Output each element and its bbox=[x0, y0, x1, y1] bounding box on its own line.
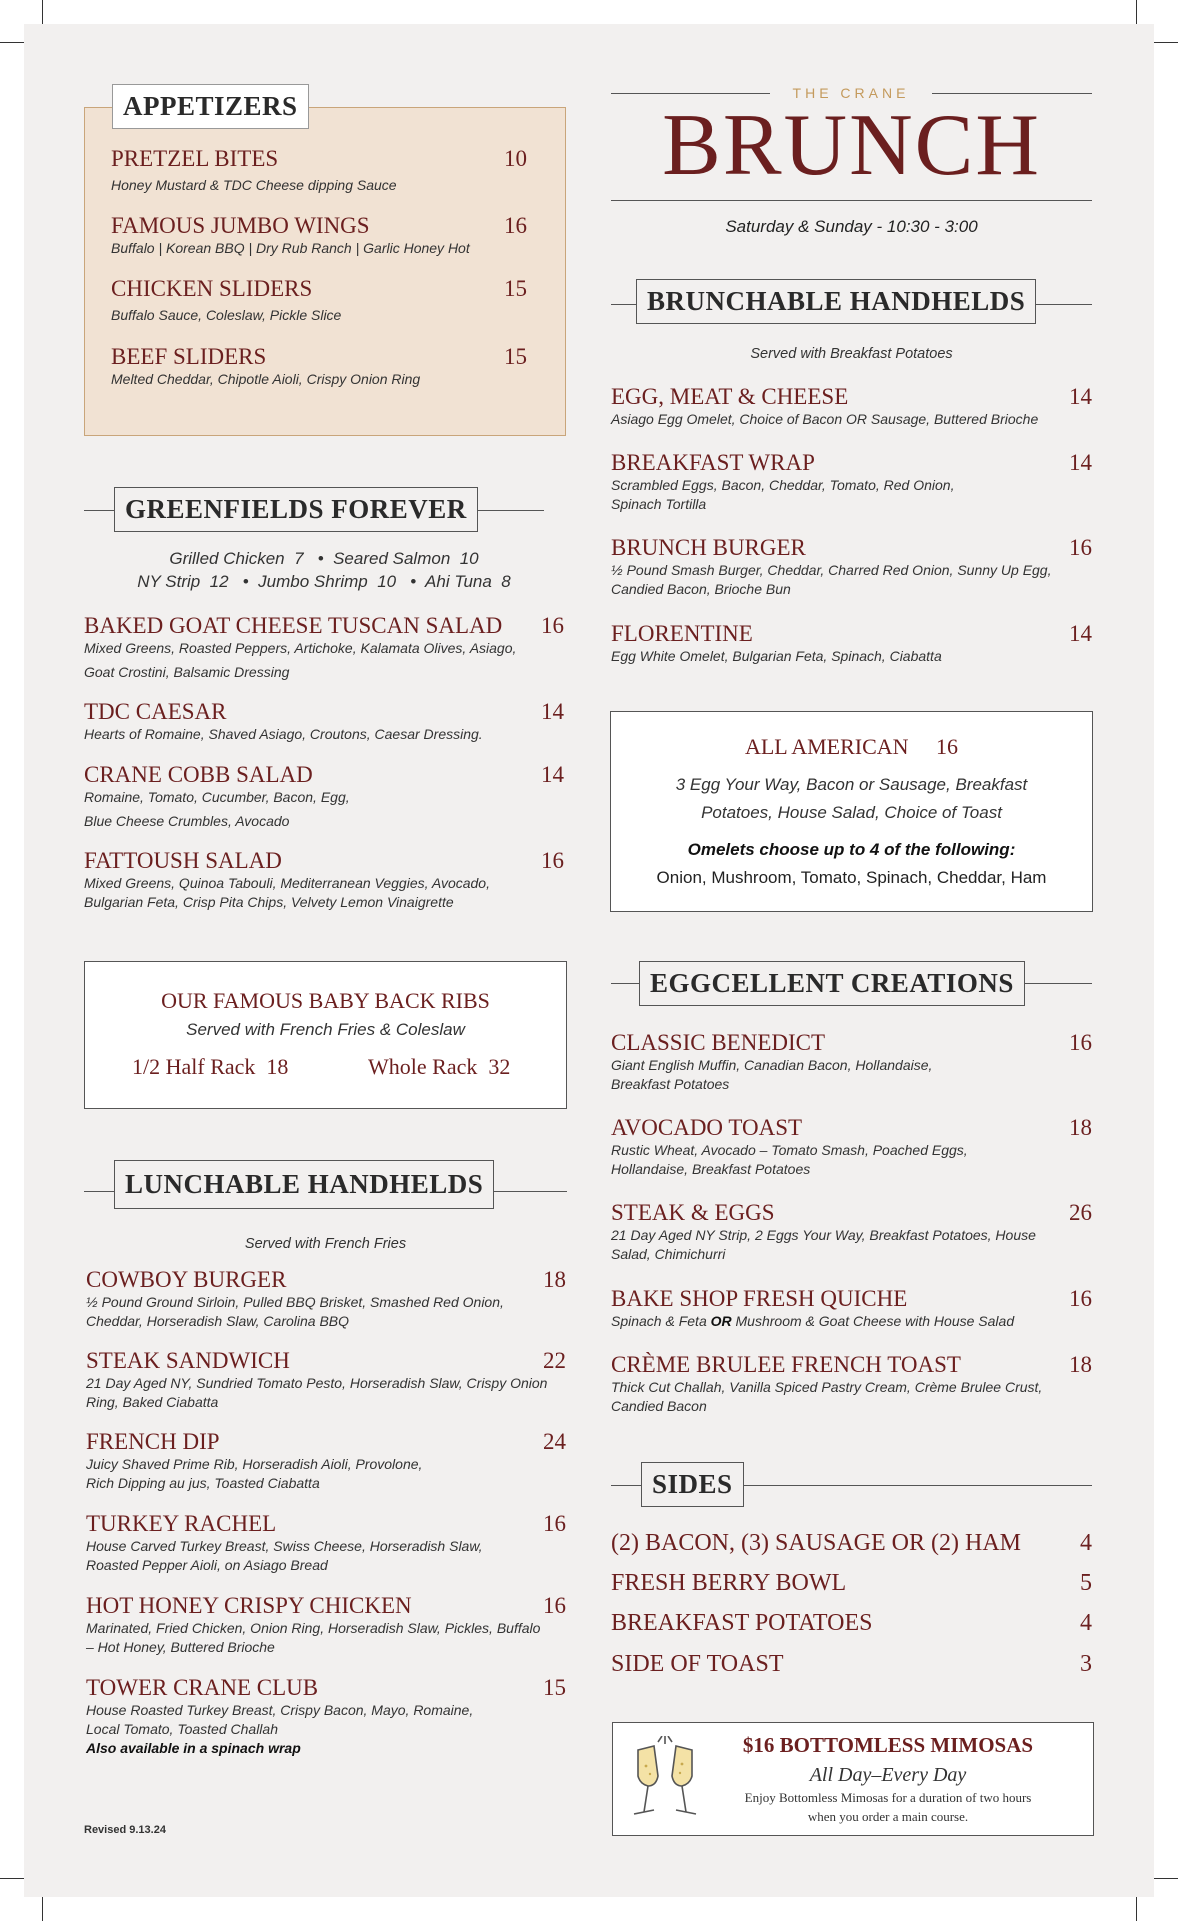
item-price: 16 bbox=[541, 613, 564, 638]
sides-title: SIDES bbox=[641, 1462, 744, 1507]
item-desc: Ring, Baked Ciabatta bbox=[86, 1394, 219, 1410]
header-rule-left bbox=[611, 93, 770, 94]
item-name: BRUNCH BURGER bbox=[611, 535, 806, 560]
item-name: EGG, MEAT & CHEESE bbox=[611, 384, 849, 409]
item-price: 18 bbox=[1069, 1115, 1092, 1140]
item-price: 14 bbox=[541, 699, 564, 724]
item-desc: – Hot Honey, Buttered Brioche bbox=[86, 1639, 275, 1655]
item-desc: 21 Day Aged NY, Sundried Tomato Pesto, Horseradish Slaw, Crispy Onion bbox=[86, 1375, 548, 1391]
item-desc: Spinach Tortilla bbox=[611, 496, 707, 512]
lunchable-title: LUNCHABLE HANDHELDS bbox=[114, 1160, 494, 1209]
item-price: 3 bbox=[1080, 1651, 1092, 1677]
item-desc: Hearts of Romaine, Shaved Asiago, Croutons, Caesar Dressing. bbox=[84, 726, 483, 742]
item-price: 26 bbox=[1069, 1200, 1092, 1225]
item-price: 4 bbox=[1080, 1530, 1092, 1556]
item-desc: ½ Pound Ground Sirloin, Pulled BBQ Brisket, Smashed Red Onion, bbox=[86, 1294, 504, 1310]
ribs-subtitle: Served with French Fries & Coleslaw bbox=[186, 1020, 465, 1039]
egg-item bbox=[611, 1030, 1092, 1094]
item-desc: Candied Bacon bbox=[611, 1398, 707, 1414]
item-name: BAKED GOAT CHEESE TUSCAN SALAD bbox=[84, 613, 503, 638]
item-desc: Mixed Greens, Quinoa Tabouli, Mediterranean Veggies, Avocado, bbox=[84, 875, 490, 891]
item-desc: Romaine, Tomato, Cucumber, Bacon, Egg, bbox=[84, 789, 350, 805]
crop-mark bbox=[1152, 1878, 1178, 1879]
item-name: BREAKFAST WRAP bbox=[611, 450, 815, 475]
item-price: 10 bbox=[504, 146, 527, 171]
item-name: FLORENTINE bbox=[611, 621, 753, 646]
lunch-item bbox=[86, 1348, 566, 1412]
side-item bbox=[611, 1610, 1092, 1636]
item-price: 22 bbox=[543, 1348, 566, 1373]
item-name: TURKEY RACHEL bbox=[86, 1511, 277, 1536]
item-desc: Scrambled Eggs, Bacon, Cheddar, Tomato, Red Onion, bbox=[611, 477, 955, 493]
item-name: STEAK SANDWICH bbox=[86, 1348, 290, 1373]
item-name: CRÈME BRULEE FRENCH TOAST bbox=[611, 1352, 961, 1377]
item-desc: ½ Pound Smash Burger, Cheddar, Charred Red Onion, Sunny Up Egg, bbox=[611, 562, 1052, 578]
crop-mark bbox=[1136, 1895, 1137, 1921]
mimosas-subtitle: All Day–Every Day bbox=[809, 1764, 967, 1786]
greenfields-addons-2: NY Strip 12 • Jumbo Shrimp 10 • Ahi Tuna 8 bbox=[137, 572, 511, 591]
item-price: 15 bbox=[504, 344, 527, 369]
item-desc: Cheddar, Horseradish Slaw, Carolina BBQ bbox=[86, 1313, 350, 1329]
appetizer-item bbox=[111, 213, 527, 258]
item-desc: Asiago Egg Omelet, Choice of Bacon OR Sausage, Buttered Brioche bbox=[611, 411, 1039, 427]
item-price: 14 bbox=[541, 762, 564, 787]
item-price: 18 bbox=[543, 1267, 566, 1292]
brunchable-title: BRUNCHABLE HANDHELDS bbox=[636, 279, 1036, 324]
side-item bbox=[611, 1570, 1092, 1596]
item-name: CLASSIC BENEDICT bbox=[611, 1030, 826, 1055]
side-item bbox=[611, 1651, 1092, 1677]
crop-mark bbox=[0, 1878, 26, 1879]
mimosas-line1: Enjoy Bottomless Mimosas for a duration of two hours bbox=[744, 1790, 1032, 1805]
item-desc: House Roasted Turkey Breast, Crispy Bacon, Mayo, Romaine, bbox=[86, 1702, 474, 1718]
egg-item bbox=[611, 1200, 1092, 1264]
egg-item bbox=[611, 1115, 1092, 1179]
item-price: 16 bbox=[504, 213, 527, 238]
item-price: 4 bbox=[1080, 1610, 1092, 1636]
item-desc: Candied Bacon, Brioche Bun bbox=[611, 581, 791, 597]
item-name: AVOCADO TOAST bbox=[611, 1115, 803, 1140]
brunch-title: BRUNCH bbox=[662, 97, 1041, 194]
brunch-item bbox=[611, 535, 1092, 599]
item-name: STEAK & EGGS bbox=[611, 1200, 775, 1225]
lunch-item bbox=[86, 1267, 566, 1331]
item-name: TOWER CRANE CLUB bbox=[86, 1675, 319, 1700]
item-name: COWBOY BURGER bbox=[86, 1267, 287, 1292]
item-name: PRETZEL BITES bbox=[111, 146, 279, 171]
item-price: 16 bbox=[1069, 535, 1092, 560]
crop-mark bbox=[0, 42, 26, 43]
item-price: 5 bbox=[1080, 1570, 1092, 1596]
eggcellent-title: EGGCELLENT CREATIONS bbox=[639, 961, 1025, 1006]
quiche-option-b: Mushroom & Goat Cheese with House Salad bbox=[731, 1313, 1015, 1329]
item-desc: Bulgarian Feta, Crisp Pita Chips, Velvety Lemon Vinaigrette bbox=[84, 894, 454, 910]
brunch-item bbox=[611, 384, 1092, 429]
appetizers-title: APPETIZERS bbox=[112, 84, 309, 129]
egg-item bbox=[611, 1286, 1092, 1331]
item-desc: 21 Day Aged NY Strip, 2 Eggs Your Way, Breakfast Potatoes, House bbox=[611, 1227, 1036, 1243]
item-name: SIDE OF TOAST bbox=[611, 1651, 784, 1677]
item-name: TDC CAESAR bbox=[84, 699, 227, 724]
item-price: 16 bbox=[1069, 1030, 1092, 1055]
item-price: 14 bbox=[1069, 384, 1092, 409]
brunchable-note: Served with Breakfast Potatoes bbox=[750, 346, 953, 362]
item-desc: Giant English Muffin, Canadian Bacon, Hollandaise, bbox=[611, 1057, 933, 1073]
greenfields-addons-1: Grilled Chicken 7 • Seared Salmon 10 bbox=[169, 549, 479, 568]
lunch-item bbox=[86, 1511, 566, 1575]
ribs-half-rack: 1/2 Half Rack 18 bbox=[132, 1054, 289, 1079]
item-price: 16 bbox=[541, 848, 564, 873]
item-desc: Rich Dipping au jus, Toasted Ciabatta bbox=[86, 1475, 320, 1491]
item-desc: Buffalo | Korean BBQ | Dry Rub Ranch | Garlic Honey Hot bbox=[111, 240, 470, 256]
item-price: 14 bbox=[1069, 621, 1092, 646]
item-name: FRENCH DIP bbox=[86, 1429, 220, 1454]
salad-item bbox=[84, 613, 564, 682]
appetizer-item bbox=[111, 276, 527, 325]
egg-item bbox=[611, 1352, 1092, 1416]
crop-mark bbox=[42, 0, 43, 26]
item-desc: Local Tomato, Toasted Challah bbox=[86, 1721, 278, 1737]
item-desc: Marinated, Fried Chicken, Onion Ring, Horseradish Slaw, Pickles, Buffalo bbox=[86, 1620, 541, 1636]
item-price: 14 bbox=[1069, 450, 1092, 475]
all-american-line1: 3 Egg Your Way, Bacon or Sausage, Breakfast bbox=[675, 775, 1028, 794]
side-item bbox=[611, 1530, 1092, 1556]
item-price: 15 bbox=[504, 276, 527, 301]
item-price: 16 bbox=[543, 1511, 566, 1536]
crop-mark bbox=[42, 1895, 43, 1921]
revised-date: Revised 9.13.24 bbox=[84, 1824, 166, 1836]
mimosas-title: $16 BOTTOMLESS MIMOSAS bbox=[742, 1733, 1034, 1757]
item-desc bbox=[611, 1312, 1092, 1331]
champagne-glasses-icon bbox=[628, 1736, 702, 1822]
omelet-options: Onion, Mushroom, Tomato, Spinach, Cheddar, Ham bbox=[656, 868, 1047, 887]
item-desc: Melted Cheddar, Chipotle Aioli, Crispy Onion Ring bbox=[111, 371, 421, 387]
item-name: (2) BACON, (3) SAUSAGE OR (2) HAM bbox=[611, 1530, 1021, 1556]
brunch-hours: Saturday & Sunday - 10:30 - 3:00 bbox=[725, 217, 978, 236]
item-desc: Roasted Pepper Aioli, on Asiago Bread bbox=[86, 1557, 328, 1573]
item-price: 16 bbox=[1069, 1286, 1092, 1311]
lunch-item bbox=[86, 1593, 566, 1657]
item-name: FATTOUSH SALAD bbox=[84, 848, 282, 873]
item-name: HOT HONEY CRISPY CHICKEN bbox=[86, 1593, 412, 1618]
quiche-or: OR bbox=[710, 1313, 732, 1329]
item-desc: Salad, Chimichurri bbox=[611, 1246, 726, 1262]
item-price: 18 bbox=[1069, 1352, 1092, 1377]
brunch-item bbox=[611, 621, 1092, 666]
item-desc: Thick Cut Challah, Vanilla Spiced Pastry Cream, Crème Brulee Crust, bbox=[611, 1379, 1043, 1395]
greenfields-title: GREENFIELDS FOREVER bbox=[114, 487, 478, 532]
item-extra-note: Also available in a spinach wrap bbox=[86, 1740, 301, 1756]
item-name: BAKE SHOP FRESH QUICHE bbox=[611, 1286, 908, 1311]
crop-mark bbox=[1152, 42, 1178, 43]
all-american-price: 16 bbox=[936, 734, 959, 759]
appetizer-item bbox=[111, 146, 527, 195]
item-desc: Breakfast Potatoes bbox=[611, 1076, 730, 1092]
item-desc: House Carved Turkey Breast, Swiss Cheese, Horseradish Slaw, bbox=[86, 1538, 483, 1554]
brunch-item bbox=[611, 450, 1092, 514]
item-desc: Goat Crostini, Balsamic Dressing bbox=[84, 664, 290, 680]
item-price: 24 bbox=[543, 1429, 566, 1454]
crop-mark bbox=[1136, 0, 1137, 26]
item-desc: Blue Cheese Crumbles, Avocado bbox=[84, 813, 290, 829]
salad-item bbox=[84, 762, 564, 831]
header-rule-right bbox=[932, 93, 1092, 94]
ribs-title: OUR FAMOUS BABY BACK RIBS bbox=[161, 988, 490, 1013]
lunch-item bbox=[86, 1429, 566, 1493]
quiche-option-a: Spinach & Feta bbox=[611, 1313, 711, 1329]
item-desc: Buffalo Sauce, Coleslaw, Pickle Slice bbox=[111, 307, 342, 323]
item-desc: Hollandaise, Breakfast Potatoes bbox=[611, 1161, 811, 1177]
item-desc: Rustic Wheat, Avocado – Tomato Smash, Poached Eggs, bbox=[611, 1142, 968, 1158]
header-kicker: THE CRANE bbox=[792, 85, 910, 101]
salad-item bbox=[84, 848, 564, 912]
header-rule-bottom bbox=[611, 200, 1092, 201]
item-name: CRANE COBB SALAD bbox=[84, 762, 313, 787]
item-price: 15 bbox=[543, 1675, 566, 1700]
lunch-item bbox=[86, 1675, 566, 1758]
item-price: 16 bbox=[543, 1593, 566, 1618]
item-name: BEEF SLIDERS bbox=[111, 344, 267, 369]
item-name: FAMOUS JUMBO WINGS bbox=[111, 213, 370, 238]
item-desc: Juicy Shaved Prime Rib, Horseradish Aioli, Provolone, bbox=[86, 1456, 423, 1472]
item-name: CHICKEN SLIDERS bbox=[111, 276, 313, 301]
all-american-heading bbox=[610, 734, 1093, 760]
item-name: FRESH BERRY BOWL bbox=[611, 1570, 847, 1596]
salad-item bbox=[84, 699, 564, 744]
item-desc: Egg White Omelet, Bulgarian Feta, Spinach, Ciabatta bbox=[611, 648, 942, 664]
mimosas-line2: when you order a main course. bbox=[807, 1809, 969, 1824]
ribs-whole-rack: Whole Rack 32 bbox=[368, 1054, 511, 1079]
item-desc: Mixed Greens, Roasted Peppers, Artichoke, Kalamata Olives, Asiago, bbox=[84, 640, 517, 656]
omelet-title: Omelets choose up to 4 of the following: bbox=[687, 840, 1016, 859]
item-name: BREAKFAST POTATOES bbox=[611, 1610, 873, 1636]
appetizer-item bbox=[111, 344, 527, 389]
all-american-title: ALL AMERICAN bbox=[744, 734, 909, 759]
lunchable-note: Served with French Fries bbox=[244, 1236, 407, 1252]
all-american-line2: Potatoes, House Salad, Choice of Toast bbox=[701, 803, 1002, 822]
item-desc: Honey Mustard & TDC Cheese dipping Sauce bbox=[111, 177, 397, 193]
